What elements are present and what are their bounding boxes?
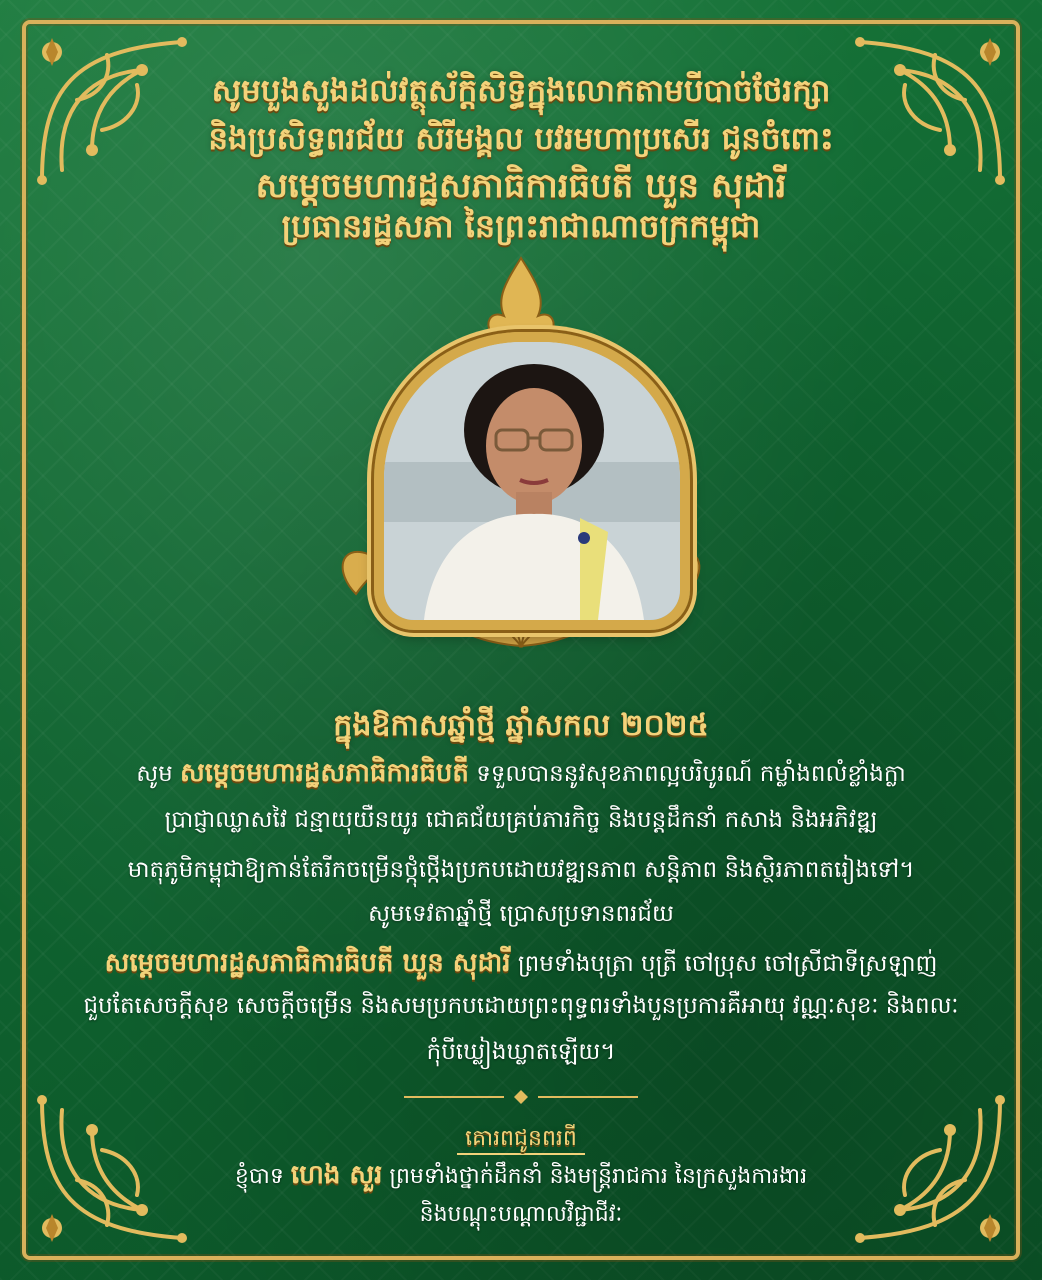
ornament-divider-icon — [404, 1090, 638, 1104]
honoree-title: សម្តេចមហារដ្ឋសភាធិការធិបតី ឃួន សុដារី — [255, 166, 787, 206]
signature-line-2: និងបណ្តុះបណ្តាលវិជ្ជាជីវៈ — [419, 1202, 623, 1227]
honoree-position: ប្រធានរដ្ឋសភា នៃព្រះរាជាណាចក្រកម្ពុជា — [281, 207, 761, 245]
header-line-2: និងប្រសិទ្ធពរជ័យ សិរីមង្គល បវរមហាប្រសើរ ជូនចំពោះ — [208, 121, 834, 157]
wish-line-3: មាតុភូមិកម្ពុជាឱ្យកាន់តែរីកចម្រើនថ្កុំថ្កើងប្រកបដោយវឌ្ឍនភាព សន្តិភាព និងស្ថិរភាពតរៀងទៅ។ — [127, 857, 915, 883]
wish-line-7: កុំបីឃ្លៀងឃ្លាតឡើយ។ — [426, 1039, 616, 1065]
occasion-heading: ក្នុងឱកាសឆ្នាំថ្មី ឆ្នាំសកល ២០២៥ — [333, 708, 709, 743]
signature-title: គោរពជូនពរពី — [457, 1126, 585, 1155]
wish-prefix: សូម — [136, 761, 173, 787]
honoree-full-name: សម្តេចមហារដ្ឋសភាធិការធិបតី ឃួន សុដារី — [104, 948, 511, 978]
portrait-frame — [330, 254, 712, 654]
wish-line-2: ប្រាជ្ញាឈ្លាសវៃ ជន្មាយុយឺនយូរ ជោគជ័យគ្រប់ភារកិច្ច និងបន្តដឹកនាំ កសាង និងអភិវឌ្ឍ — [164, 807, 878, 833]
honoree-name-inline: សម្តេចមហារដ្ឋសភាធិការធិបតី — [180, 758, 469, 788]
header-line-1: សូមបួងសួងដល់វត្ថុស័ក្តិសិទ្ធិក្នុងលោកតាមបីបាច់ថែរក្សា — [211, 73, 831, 109]
signature-heading — [0, 1124, 1042, 1156]
signature-prefix: ខ្ញុំបាទ — [234, 1164, 284, 1189]
portrait-photo — [374, 332, 690, 630]
wish-line-5 — [0, 946, 1042, 984]
signature-text: ព្រមទាំងថ្នាក់ដឹកនាំ និងមន្ត្រីរាជការ នៃក្រសួងការងារ — [389, 1164, 808, 1189]
wish-text: ទទួលបាននូវសុខភាពល្អបរិបូរណ៍ កម្លាំងពលំខ្លាំងក្លា — [476, 761, 906, 787]
wish-line-1 — [0, 756, 1042, 794]
wish-text: ព្រមទាំងបុត្រា បុត្រី ចៅប្រុស ចៅស្រីជាទីស្រឡាញ់ — [517, 951, 938, 977]
signature-line-1 — [0, 1158, 1042, 1196]
sender-name: ហេង សួរ — [290, 1160, 383, 1190]
wish-line-4: សូមទេវតាឆ្នាំថ្មី ប្រោសប្រទានពរជ័យ — [368, 901, 674, 927]
wish-line-6: ជួបតែសេចក្តីសុខ សេចក្តីចម្រើន និងសមប្រកបដោយព្រះពុទ្ធពរទាំងបួនប្រការគឺអាយុ វណ្ណៈសុខៈ និងពលៈ — [83, 993, 959, 1019]
